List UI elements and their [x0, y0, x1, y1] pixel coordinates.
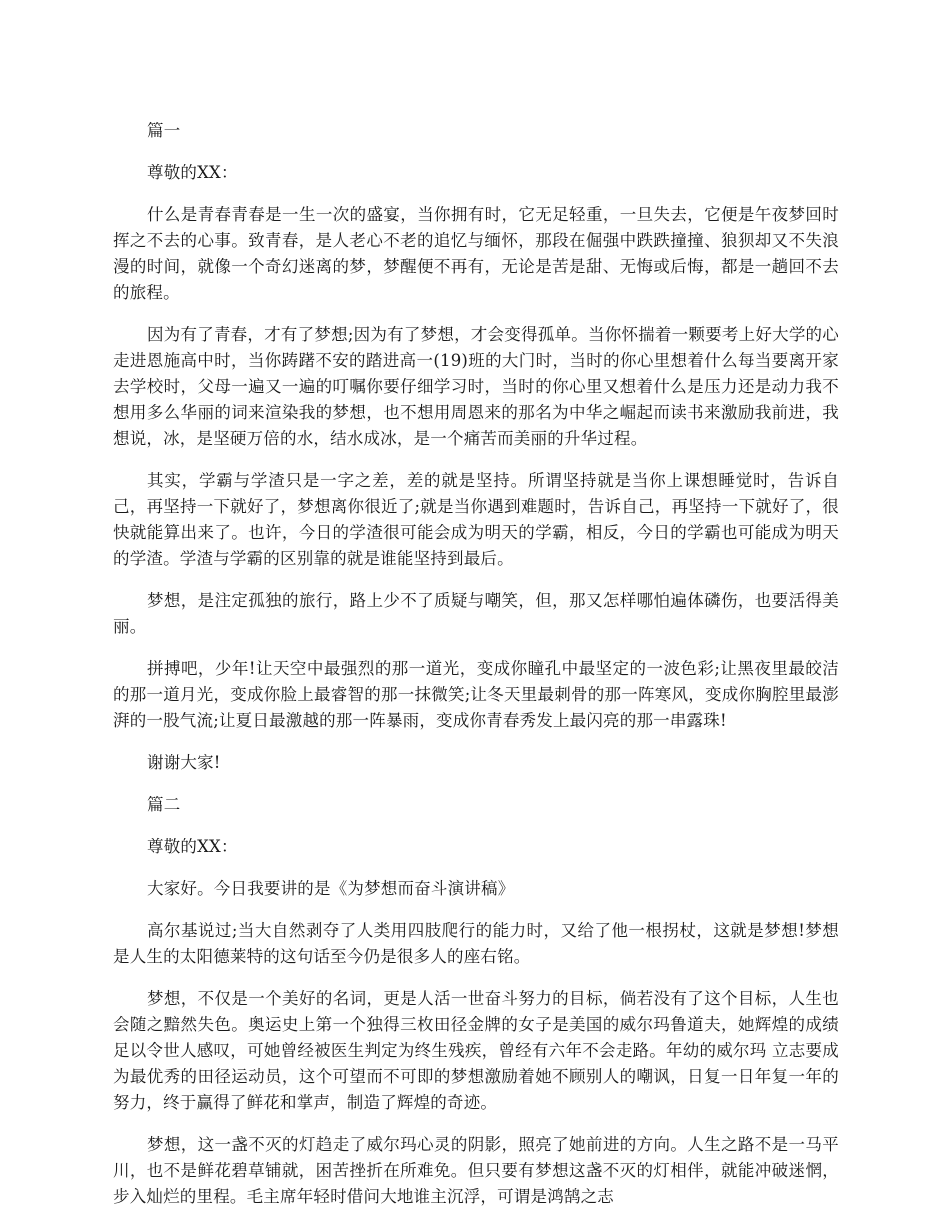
salutation: 尊敬的XX： — [147, 163, 238, 182]
salutation: 尊敬的XX： — [147, 837, 238, 856]
document-body — [113, 118, 839, 1226]
body-paragraph: 梦想，是注定孤独的旅行，路上少不了质疑与嘲笑，但，那又怎样哪怕遍体磷伤，也要活得美丽。 — [113, 591, 839, 636]
body-paragraph: 其实，学霸与学渣只是一字之差，差的就是坚持。所谓坚持就是当你上课想睡觉时，告诉自己，再坚持一下就好了，梦想离你很近了;就是当你遇到难题时，告诉自己，再坚持一下就好了，很快就能算出来了。也许，今日的学渣很可能会成为明天的学霸，相反，今日的学霸也可能成为明天的学渣。学渣与学霸的区别靠的就是谁能坚持到最后。 — [113, 471, 839, 568]
body-paragraph: 梦想，这一盏不灭的灯趋走了威尔玛心灵的阴影，照亮了她前进的方向。人生之路不是一马平川，也不是鲜花碧草铺就，困苦挫折在所难免。但只要有梦想这盏不灭的灯相伴，就能冲破迷惘，步入灿烂的里程。毛主席年轻时借问大地谁主沉浮，可谓是鸿鹄之志 — [113, 1135, 839, 1206]
body-paragraph: 高尔基说过;当大自然剥夺了人类用四肢爬行的能力时，又给了他一根拐杖，这就是梦想!梦想是人生的太阳德莱特的这句话至今仍是很多人的座右铭。 — [113, 921, 839, 966]
body-paragraph: 什么是青春青春是一生一次的盛宴，当你拥有时，它无足轻重，一旦失去，它便是午夜梦回时挥之不去的心事。致青春，是人老心不老的追忆与缅怀，那段在倔强中跌跌撞撞、狼狈却又不失浪漫的时间，就像一个奇幻迷离的梦，梦醒便不再有，无论是苦是甜、无悔或后悔，都是一趟回不去的旅程。 — [113, 205, 839, 302]
body-paragraph: 梦想，不仅是一个美好的名词，更是人活一世奋斗努力的目标，倘若没有了这个目标，人生也会随之黯然失色。奥运史上第一个独得三枚田径金牌的女子是美国的威尔玛鲁道夫，她辉煌的成绩足以令世人感叹，可她曾经被医生判定为终生残疾，曾经有六年不会走路。年幼的威尔玛 立志要成为最优秀的田径运动员，这个可望而不可即的梦想激励着她不顾别人的嘲讽，日复一日年复一年的努力，终于赢得了鲜花和掌声，制造了辉煌的奇迹。 — [113, 989, 839, 1112]
body-paragraph: 拼搏吧，少年!让天空中最强烈的那一道光，变成你瞳孔中最坚定的一波色彩;让黑夜里最皎洁的那一道月光，变成你脸上最睿智的那一抹微笑;让冬天里最刺骨的那一阵寒风，变成你胸腔里最澎湃的一股气流;让夏日最激越的那一阵暴雨，变成你青春秀发上最闪亮的那一串露珠! — [113, 659, 839, 730]
body-paragraph: 大家好。今日我要讲的是《为梦想而奋斗演讲稿》 — [147, 879, 515, 898]
body-paragraph: 因为有了青春，才有了梦想;因为有了梦想，才会变得孤单。当你怀揣着一颗要考上好大学的心走进恩施高中时，当你踌躇不安的踏进高一(19)班的大门时，当时的你心里想着什么每当要离开家去学校时，父母一遍又一遍的叮嘱你要仔细学习时，当时的你心里又想着什么是压力还是动力我不想用多么华丽的词来渲染我的梦想，也不想用周恩来的那名为中华之崛起而读书来激励我前进，我想说，冰，是坚硬万倍的水，结水成冰，是一个痛苦而美丽的升华过程。 — [113, 325, 839, 448]
closing-line: 谢谢大家! — [147, 753, 221, 772]
section-heading-2: 篇二 — [147, 795, 181, 814]
section-heading-1: 篇一 — [147, 121, 181, 140]
